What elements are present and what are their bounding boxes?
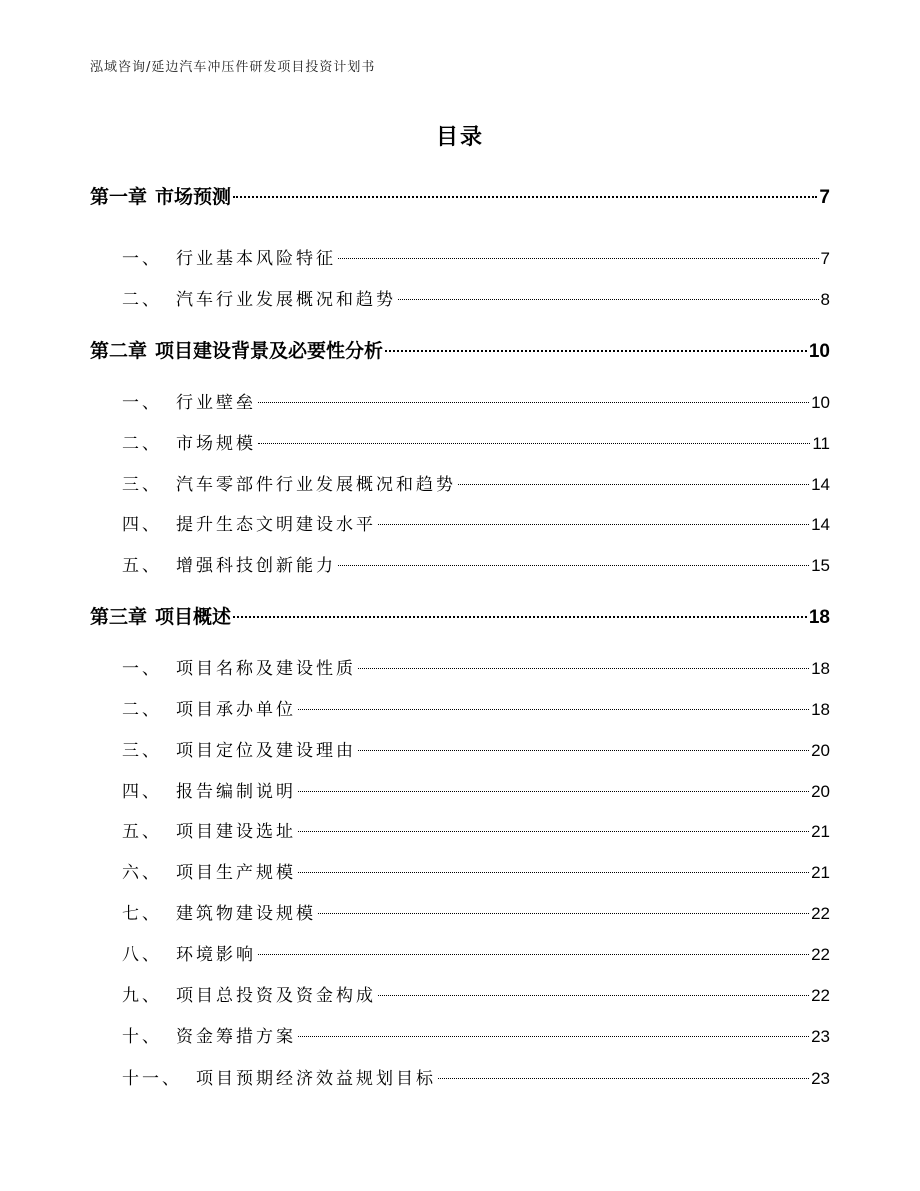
toc-entry-title: 行业壁垒 [176,393,256,413]
dot-leader [298,791,809,792]
toc-chapter-entry[interactable] [90,336,830,363]
dot-leader [258,402,809,403]
dot-leader [358,668,809,669]
toc-section-entry[interactable] [122,285,830,310]
dot-leader [438,1078,809,1079]
dot-leader [378,995,809,996]
toc-section-entry[interactable] [122,777,830,802]
toc-entry-number: 五、 [122,822,162,842]
toc-entry-title: 汽车零部件行业发展概况和趋势 [176,475,456,495]
toc-entry-title: 项目承办单位 [176,700,296,720]
toc-entry-number: 九、 [122,986,162,1006]
toc-entry-title: 项目概述 [155,606,232,628]
toc-entry-page-number: 8 [820,290,830,309]
toc-entry-title: 项目预期经济效益规划目标 [196,1069,436,1089]
dot-leader [298,709,809,710]
toc-entry-page-number: 14 [811,475,830,494]
toc-section-entry[interactable] [122,899,830,924]
toc-section-entry[interactable] [122,388,830,413]
toc-entry-page-number: 11 [812,434,830,453]
toc-entry-page-number: 7 [820,249,830,268]
toc-entry-number: 五、 [122,556,162,576]
toc-entry-number: 三、 [122,475,162,495]
dot-leader [298,872,809,873]
toc-entry-number: 第三章 [90,606,148,628]
toc-entry-title: 资金筹措方案 [176,1027,296,1047]
toc-entry-number: 二、 [122,290,162,310]
dot-leader [338,258,819,259]
toc-entry-number: 四、 [122,515,162,535]
toc-entry-title: 汽车行业发展概况和趋势 [176,290,396,310]
dot-leader [298,831,809,832]
toc-chapter-entry[interactable] [90,182,830,209]
toc-entry-title: 项目生产规模 [176,863,296,883]
toc-entry-number: 一、 [122,249,162,269]
toc-section-entry[interactable] [122,551,830,576]
toc-section-entry[interactable] [122,244,830,269]
toc-entry-page-number: 23 [811,1027,830,1046]
toc-entry-title: 市场规模 [176,434,256,454]
toc-chapter-entry[interactable] [90,602,830,629]
toc-entry-page-number: 14 [811,515,830,534]
dot-leader [298,1036,809,1037]
toc-entry-page-number: 23 [811,1069,830,1088]
toc-entry-page-number: 20 [811,741,830,760]
toc-entry-number: 一、 [122,659,162,679]
toc-section-entry[interactable] [122,736,830,761]
toc-section-entry[interactable] [122,510,830,535]
toc-entry-title: 行业基本风险特征 [176,249,336,269]
toc-entry-number: 第一章 [90,186,148,208]
toc-entry-page-number: 7 [819,187,830,208]
toc-entry-page-number: 18 [811,700,830,719]
toc-entry-page-number: 15 [811,556,830,575]
toc-entry-page-number: 18 [811,659,830,678]
toc-section-entry[interactable] [122,1022,830,1047]
dot-leader [338,565,809,566]
toc-entry-title: 增强科技创新能力 [176,556,336,576]
toc-entry-page-number: 21 [811,863,830,882]
toc-entry-number: 六、 [122,863,162,883]
toc-entry-page-number: 18 [808,607,830,628]
toc-section-entry[interactable] [122,1064,830,1089]
dot-leader [258,443,810,444]
dot-leader [233,196,817,198]
toc-entry-number: 二、 [122,700,162,720]
dot-leader [378,524,809,525]
dot-leader [318,913,809,914]
dot-leader [398,299,819,300]
toc-section-entry[interactable] [122,695,830,720]
toc-section-entry[interactable] [122,470,830,495]
toc-entry-number: 三、 [122,741,162,761]
dot-leader [385,350,807,352]
toc-entry-number: 七、 [122,904,162,924]
toc-entry-page-number: 10 [811,393,830,412]
toc-entry-title: 项目建设选址 [176,822,296,842]
toc-section-entry[interactable] [122,981,830,1006]
toc-section-entry[interactable] [122,654,830,679]
toc-entry-page-number: 22 [811,986,830,1005]
running-header: 泓域咨询/延边汽车冲压件研发项目投资计划书 [90,60,376,75]
toc-entry-title: 提升生态文明建设水平 [176,515,376,535]
dot-leader [258,954,809,955]
toc-entry-title: 建筑物建设规模 [176,904,316,924]
toc-section-entry[interactable] [122,429,830,454]
toc-entry-number: 十一、 [122,1069,182,1089]
toc-entry-number: 第二章 [90,340,148,362]
toc-title: 目录 [435,125,484,150]
toc-entry-page-number: 22 [811,904,830,923]
toc-entry-page-number: 22 [811,945,830,964]
dot-leader [358,750,809,751]
toc-entry-title: 市场预测 [155,186,232,208]
toc-entry-number: 一、 [122,393,162,413]
dot-leader [233,616,807,618]
toc-entry-number: 八、 [122,945,162,965]
toc-entry-title: 报告编制说明 [176,782,296,802]
toc-entry-title: 项目总投资及资金构成 [176,986,376,1006]
toc-entry-page-number: 21 [811,822,830,841]
toc-entry-page-number: 10 [808,341,830,362]
toc-entry-number: 二、 [122,434,162,454]
toc-section-entry[interactable] [122,858,830,883]
toc-entry-number: 十、 [122,1027,162,1047]
toc-entry-title: 环境影响 [176,945,256,965]
toc-section-entry[interactable] [122,940,830,965]
toc-entry-number: 四、 [122,782,162,802]
toc-entry-page-number: 20 [811,782,830,801]
toc-entry-title: 项目定位及建设理由 [176,741,356,761]
dot-leader [458,484,809,485]
toc-entry-title: 项目建设背景及必要性分析 [155,340,384,362]
toc-section-entry[interactable] [122,817,830,842]
toc-entry-title: 项目名称及建设性质 [176,659,356,679]
